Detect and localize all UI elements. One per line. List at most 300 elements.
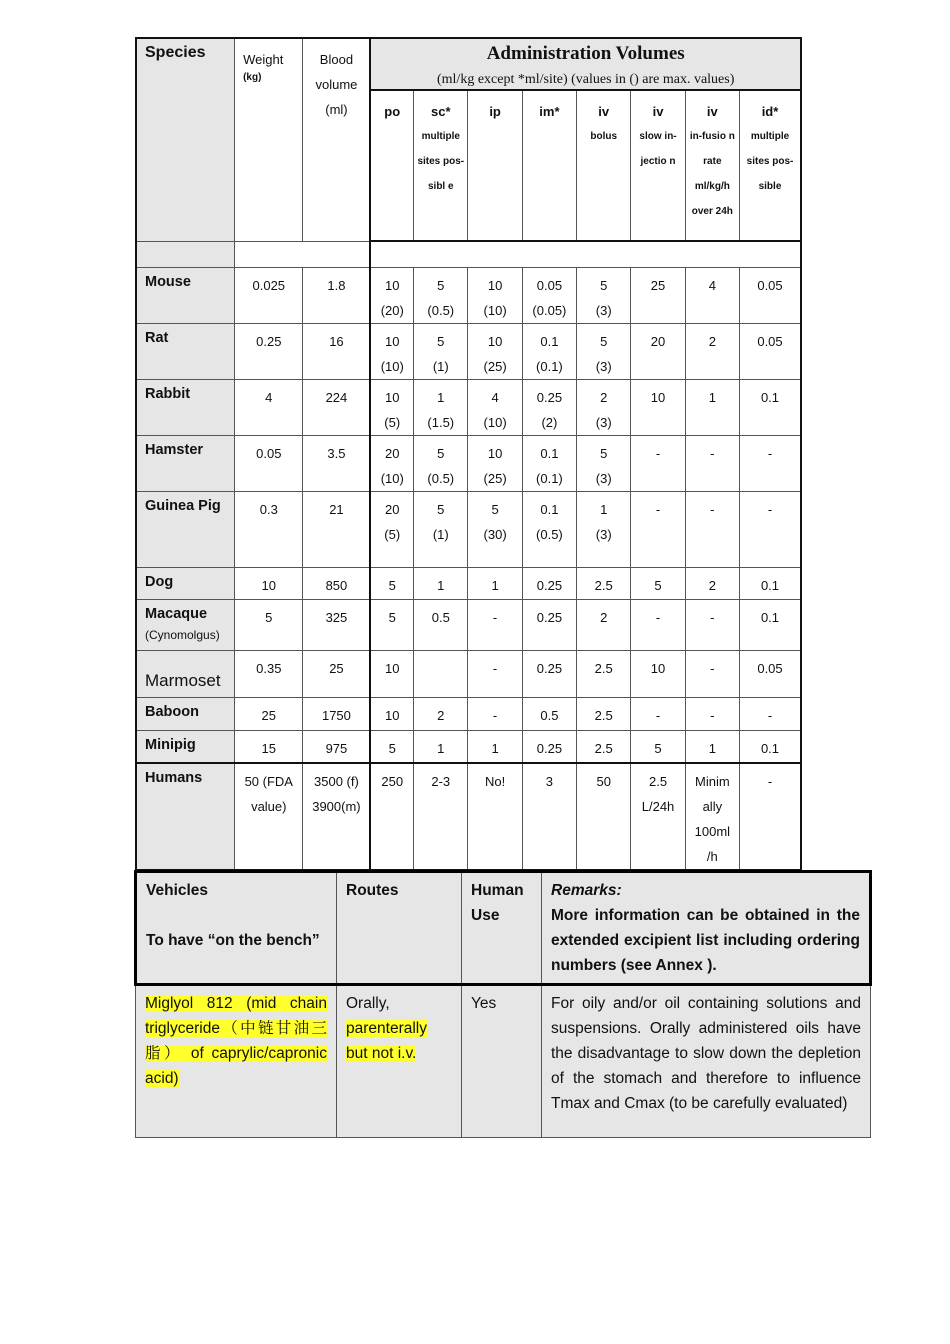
species-name: Minipig [145,736,196,753]
cell-id [740,379,802,435]
cell-iv-slow [631,567,685,599]
cell-value: 20 [385,501,400,517]
cell-value: 2 [437,707,445,723]
routes-line-1: Orally, [346,995,390,1012]
cell-value: 5 [491,501,499,517]
routes-line-2: parenterally but not i.v. [346,1020,427,1062]
cell-value: 0.1 [760,577,780,593]
cell-value: 20 [385,445,400,461]
cell-max-value: (10) [380,358,404,374]
cell-iv-infusion [685,491,739,567]
cell-max-value: (1) [432,526,449,542]
cell-po [370,491,413,567]
species-subname: (Cynomolgus) [145,627,220,642]
human-use-cell: Yes [462,985,542,1138]
cell-value: 0.05 [256,445,282,461]
cell-iv-infusion [685,697,739,730]
cell-blood [303,491,370,567]
cell-value: 10 [487,333,503,349]
cell-ip [468,267,522,323]
cell-value: 5 [437,277,445,293]
cell-iv-slow [631,379,685,435]
species-cell [136,650,235,697]
species-row [136,267,801,323]
cell-value: 5 [437,501,445,517]
cell-id: - [740,763,802,870]
vehicle-cell [136,985,337,1138]
species-cell [136,323,235,379]
cell-max-value: (3) [595,470,612,486]
species-cell [136,491,235,567]
cell-value: 2 [708,577,716,593]
cell-value: 1 [491,577,499,593]
cell-sc: 2-3 [414,763,468,870]
cell-value: 10 [650,389,666,405]
species-cell [136,730,235,763]
cell-im [522,267,576,323]
cell-value: 850 [325,577,348,593]
cell-ip [468,379,522,435]
cell-value: - [492,609,498,625]
cell-value: 1 [600,501,608,517]
cell-iv-infusion [685,650,739,697]
cell-value: 5 [437,445,445,461]
cell-weight [235,730,303,763]
cell-value: 10 [385,277,400,293]
cell-value: - [767,501,773,517]
cell-value: 4 [491,389,499,405]
cell-sc [414,267,468,323]
remarks-text: More information can be obtained in the extended excipient list including ordering numbers (see Annex ). [551,907,860,974]
cell-po [370,379,413,435]
route-po: po [370,90,413,241]
cell-sc [414,379,468,435]
cell-ip [468,650,522,697]
cell-value: 5 [654,577,662,593]
cell-value: 20 [650,333,666,349]
cell-iv-slow [631,267,685,323]
cell-ip [468,567,522,599]
cell-value: - [655,501,661,517]
cell-max-value: (2) [541,414,558,430]
cell-iv-bolus [577,435,631,491]
cell-sc [414,599,468,650]
cell-value: 5 [265,609,273,625]
cell-value: 5 [388,609,396,625]
cell-iv-infusion [685,599,739,650]
cell-im [522,650,576,697]
cell-value: 0.25 [536,740,563,756]
cell-max-value: (5) [384,526,401,542]
cell-value: 0.5 [540,707,559,723]
cell-iv-infusion [685,567,739,599]
cell-value: 5 [600,333,608,349]
weight-header-label: Weight [243,52,284,67]
cell-value: 2 [600,609,608,625]
cell-value: 10 [487,277,503,293]
cell-po [370,730,413,763]
cell-value: 0.25 [536,660,563,676]
species-row [136,323,801,379]
cell-value: 4 [265,389,273,405]
cell-po [370,435,413,491]
cell-im [522,379,576,435]
route-sc: sc* multiple sites pos-sibl e [414,90,468,241]
cell-iv-infusion [685,379,739,435]
cell-value: 0.05 [757,333,783,349]
cell-iv-infusion: Minim ally 100ml /h [685,763,739,870]
cell-value: 10 [261,577,277,593]
cell-value: - [655,445,661,461]
cell-im [522,599,576,650]
cell-value: 2.5 [594,660,613,676]
cell-value: 4 [708,277,716,293]
cell-value: 2.5 [594,740,613,756]
species-name: Dog [145,573,174,590]
cell-value: - [710,660,715,676]
cell-value: 0.1 [760,740,780,756]
cell-value: 0.1 [540,501,559,517]
cell-value: - [492,707,498,723]
species-name: Guinea Pig [145,497,221,514]
species-name: Mouse [145,273,191,290]
cell-value: 975 [325,740,348,756]
cell-blood [303,650,370,697]
cell-sc [414,650,468,697]
weight-header [235,38,303,241]
cell-max-value: (10) [483,302,507,318]
cell-value: 0.25 [536,389,563,405]
blood-volume-label: Blood volume [315,52,358,92]
cell-weight [235,323,303,379]
cell-value: 21 [329,501,344,517]
vehicles-header-sub: To have “on the bench” [146,932,320,949]
cell-weight: 50 (FDA value) [235,763,303,870]
cell-max-value: (3) [595,358,612,374]
species-name: Rabbit [145,385,191,402]
spacer-cell [235,241,371,267]
cell-max-value: (0.5) [427,302,455,318]
blood-volume-header [303,38,370,241]
cell-max-value: (30) [483,526,507,542]
cell-iv-bolus [577,567,631,599]
route-im: im* [522,90,576,241]
cell-value: - [655,707,661,723]
cell-weight [235,697,303,730]
species-row [136,650,801,697]
cell-id [740,697,802,730]
cell-max-value: (3) [595,414,612,430]
cell-ip [468,435,522,491]
cell-sc [414,697,468,730]
cell-value: 2.5 [594,577,613,593]
cell-value: 0.35 [256,660,282,676]
cell-po [370,697,413,730]
cell-blood [303,599,370,650]
cell-max-value: (25) [483,358,507,374]
cell-id [740,567,802,599]
cell-value: 10 [385,660,400,676]
cell-max-value: (0.5) [427,470,455,486]
admin-volumes-title: Administration Volumes [486,43,685,64]
cell-value: 1 [437,389,445,405]
species-row [136,567,801,599]
cell-blood [303,435,370,491]
cell-id [740,435,802,491]
species-row [136,730,801,763]
administration-volumes-table [135,37,802,871]
cell-iv-bolus [577,730,631,763]
cell-value: 1 [708,389,716,405]
route-iv-bolus: iv bolus [577,90,631,241]
cell-id [740,267,802,323]
route-iv-infusion: iv in-fusio n rate ml/kg/h over 24h [685,90,739,241]
cell-value: - [710,501,715,517]
cell-iv-slow: 2.5 L/24h [631,763,685,870]
cell-max-value: (5) [384,414,401,430]
cell-max-value: (25) [483,470,507,486]
cell-value: 0.05 [757,277,783,293]
cell-po [370,599,413,650]
cell-value: - [492,660,498,676]
cell-max-value: (10) [483,414,507,430]
route-ip: ip [468,90,522,241]
cell-max-value: (0.5) [536,526,563,542]
cell-weight [235,491,303,567]
cell-value: 1 [437,740,445,756]
species-cell [136,697,235,730]
cell-value: - [655,609,661,625]
cell-weight [235,267,303,323]
cell-im [522,697,576,730]
cell-value: 25 [329,660,344,676]
admin-volumes-header [370,38,801,90]
cell-value: 1 [708,740,716,756]
cell-value: 0.25 [536,577,563,593]
cell-max-value: (20) [380,302,404,318]
cell-value: 1 [437,577,445,593]
cell-po [370,267,413,323]
cell-iv-bolus [577,379,631,435]
cell-value: 5 [600,277,608,293]
cell-value: 16 [329,333,344,349]
cell-weight [235,599,303,650]
vehicles-header-label: Vehicles [146,882,209,899]
cell-weight [235,435,303,491]
species-cell [136,599,235,650]
cell-value: 0.1 [760,609,780,625]
cell-blood [303,379,370,435]
cell-value: - [710,445,715,461]
cell-value: 0.1 [540,445,559,461]
cell-blood [303,730,370,763]
cell-value: 2 [600,389,608,405]
human-use-header: Human Use [462,872,542,985]
cell-value: - [710,707,715,723]
cell-value: 0.3 [259,501,278,517]
species-name: Rat [145,329,169,346]
cell-im: 3 [522,763,576,870]
cell-iv-slow [631,697,685,730]
cell-blood [303,697,370,730]
species-row [136,697,801,730]
cell-blood [303,267,370,323]
cell-value: 0.05 [536,277,563,293]
cell-value: - [710,609,715,625]
cell-iv-infusion [685,435,739,491]
cell-iv-slow [631,599,685,650]
cell-id [740,650,802,697]
cell-value: 5 [600,445,608,461]
cell-sc [414,730,468,763]
cell-id [740,599,802,650]
cell-iv-slow [631,435,685,491]
species-row [136,435,801,491]
cell-value: 0.05 [757,660,783,676]
remarks-cell: For oily and/or oil containing solutions and suspensions. Orally administered oils have the disadvantage to slow down the depletion of the stomach and therefore to influence Tmax and Cmax (to be carefully evaluated) [542,985,871,1138]
species-row [136,379,801,435]
cell-iv-bolus [577,267,631,323]
cell-po: 250 [370,763,413,870]
cell-iv-slow [631,491,685,567]
cell-value: 1 [491,740,499,756]
cell-ip: No! [468,763,522,870]
cell-blood [303,323,370,379]
cell-value: 325 [325,609,348,625]
cell-value: 1750 [321,707,351,723]
vehicles-table [134,870,872,1138]
vehicles-header [136,872,337,985]
cell-max-value: (0.05) [532,302,567,318]
cell-value: 10 [650,660,666,676]
cell-value: 0.1 [540,333,559,349]
cell-blood: 3500 (f) 3900(m) [303,763,370,870]
cell-ip [468,323,522,379]
cell-po [370,567,413,599]
cell-value: 5 [388,577,396,593]
cell-sc [414,491,468,567]
remarks-title: Remarks: [551,882,622,899]
weight-header-unit: (kg) [243,72,262,83]
cell-value: 224 [325,389,348,405]
species-row [136,491,801,567]
cell-value: 10 [385,389,400,405]
cell-ip [468,599,522,650]
cell-max-value: (3) [595,302,612,318]
cell-sc [414,323,468,379]
cell-value: 10 [385,707,400,723]
species-name: Hamster [145,441,204,458]
cell-iv-bolus [577,697,631,730]
species-header: Species [136,38,235,241]
routes-cell [337,985,462,1138]
spacer-cell [136,241,235,267]
cell-iv-infusion [685,323,739,379]
cell-value: 0.025 [252,277,286,293]
cell-value: 0.5 [431,609,450,625]
species-cell [136,435,235,491]
cell-value: 25 [261,707,277,723]
cell-po [370,650,413,697]
cell-value: 0.1 [760,389,780,405]
cell-iv-bolus [577,599,631,650]
spacer-cell [370,241,801,267]
species-cell [136,567,235,599]
cell-iv-slow [631,730,685,763]
cell-id [740,323,802,379]
cell-value: 10 [487,445,503,461]
routes-header: Routes [337,872,462,985]
species-row [136,599,801,650]
cell-value: 0.25 [536,609,563,625]
blood-volume-unit: (ml) [325,102,348,117]
cell-value: 5 [654,740,662,756]
species-cell [136,379,235,435]
cell-iv-infusion [685,267,739,323]
cell-max-value: (1) [432,358,449,374]
species-name: Humans [136,763,235,870]
cell-im [522,323,576,379]
remarks-header [542,872,871,985]
cell-value: 2 [708,333,716,349]
route-iv-slow: iv slow in-jectio n [631,90,685,241]
cell-iv-infusion [685,730,739,763]
cell-im [522,435,576,491]
cell-po [370,323,413,379]
vehicle-name: Miglyol 812 (mid chain triglyceride（中链甘油三脂） of caprylic/capronic acid) [145,995,327,1087]
cell-iv-bolus [577,491,631,567]
cell-iv-bolus: 50 [577,763,631,870]
cell-iv-slow [631,323,685,379]
species-name: Baboon [145,703,199,720]
cell-im [522,730,576,763]
cell-max-value: (0.1) [536,358,563,374]
admin-volumes-subtitle: (ml/kg except *ml/site) (values in () are max. values) [436,72,735,87]
cell-ip [468,491,522,567]
cell-max-value: (0.1) [536,470,563,486]
cell-max-value: (3) [595,526,612,542]
cell-ip [468,697,522,730]
cell-sc [414,435,468,491]
cell-max-value: (10) [380,470,404,486]
cell-value: 1.8 [327,277,346,293]
species-name: Macaque [145,605,208,622]
cell-iv-bolus [577,650,631,697]
cell-value: 5 [388,740,396,756]
cell-max-value: (1.5) [427,414,455,430]
cell-im [522,491,576,567]
cell-value: - [767,707,773,723]
cell-weight [235,567,303,599]
cell-weight [235,379,303,435]
cell-ip [468,730,522,763]
cell-id [740,491,802,567]
cell-value: 0.25 [256,333,282,349]
cell-iv-slow [631,650,685,697]
cell-value: 15 [261,740,277,756]
cell-value: 5 [437,333,445,349]
cell-value: 2.5 [594,707,613,723]
cell-weight [235,650,303,697]
cell-id [740,730,802,763]
cell-sc [414,567,468,599]
species-cell [136,267,235,323]
cell-value: - [767,445,773,461]
cell-value: 25 [650,277,666,293]
route-id: id* multiple sites pos- sible [740,90,802,241]
species-name: Marmoset [145,670,221,690]
cell-value: 3.5 [327,445,346,461]
